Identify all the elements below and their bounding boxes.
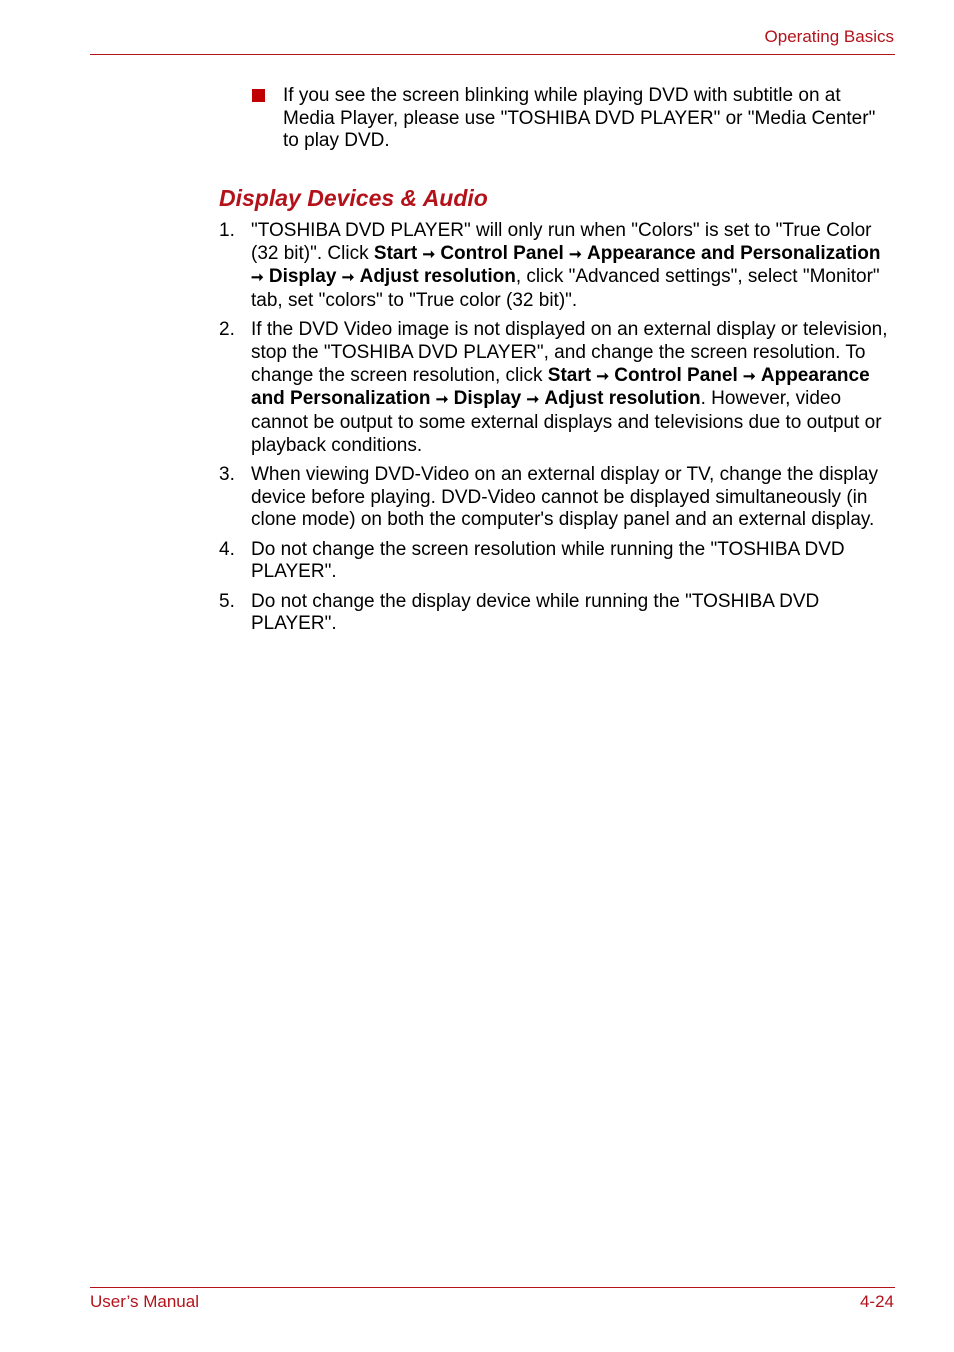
item-number: 4.	[219, 538, 235, 560]
list-item-3	[219, 464, 894, 532]
item-number: 5.	[219, 590, 235, 612]
arrow-icon: ➞	[251, 269, 264, 287]
item-text: . However, video cannot be output to some external displays and televisions due to output or playback conditions.	[251, 388, 882, 456]
item-number: 3.	[219, 464, 235, 486]
menu-path-adjust-resolution: Adjust resolution	[359, 266, 516, 288]
note-text: If you see the screen blinking while playing DVD with subtitle on at Media Player, please use "TOSHIBA DVD PLAYER" or "Media Center" to play DVD.	[283, 85, 876, 152]
item-text: Do not change the display device while running the "TOSHIBA DVD PLAYER".	[251, 590, 820, 635]
numbered-list	[219, 220, 894, 642]
menu-path-start: Start	[547, 364, 592, 386]
arrow-icon: ➞	[422, 245, 436, 263]
section-title: Display Devices & Audio	[219, 185, 488, 211]
item-text: , click "Advanced settings", select "Monitor" tab, set "colors" to "True color (32 bit)".	[251, 266, 880, 312]
item-text: "TOSHIBA DVD PLAYER" will only run when "Colors" is set to "True Color (32 bit)". Click	[251, 220, 872, 264]
header-rule	[90, 54, 895, 55]
list-item-4	[219, 539, 894, 584]
arrow-icon: ➞	[435, 391, 449, 409]
menu-path-appearance: Appearance and Personalization	[251, 364, 870, 410]
footer-rule	[90, 1287, 895, 1288]
item-number: 1.	[219, 220, 235, 241]
arrow-icon: ➞	[743, 367, 756, 385]
list-item-2	[219, 319, 894, 457]
menu-path-adjust-resolution: Adjust resolution	[544, 388, 701, 410]
menu-path-control-panel: Control Panel	[614, 364, 738, 386]
footer-manual-title: User’s Manual	[90, 1292, 199, 1311]
square-bullet-icon	[252, 89, 265, 102]
list-item-5	[219, 591, 894, 636]
menu-path-control-panel: Control Panel	[440, 242, 564, 264]
item-number: 2.	[219, 319, 235, 341]
page-number: 4-24	[859, 1292, 894, 1311]
menu-path-start: Start	[373, 242, 418, 264]
item-text: When viewing DVD-Video on an external display or TV, change the display device before playing. DVD-Video cannot be displayed simultaneously (in clone mode) on both the computer's display panel and an external display.	[251, 464, 879, 531]
arrow-icon: ➞	[526, 391, 540, 409]
menu-path-display: Display	[268, 266, 337, 288]
arrow-icon: ➞	[596, 367, 609, 385]
item-text: Do not change the screen resolution while running the "TOSHIBA DVD PLAYER".	[251, 538, 845, 583]
arrow-icon: ➞	[569, 245, 582, 263]
menu-path-display: Display	[453, 388, 522, 410]
item-text: If the DVD Video image is not displayed on an external display or television, stop the "TOSHIBA DVD PLAYER", and change the screen resolution. To change the screen resolution, click	[251, 319, 888, 386]
menu-path-appearance: Appearance and Personalization	[586, 242, 881, 264]
list-item-1	[219, 220, 894, 313]
arrow-icon: ➞	[341, 269, 355, 287]
running-header: Operating Basics	[764, 27, 894, 46]
